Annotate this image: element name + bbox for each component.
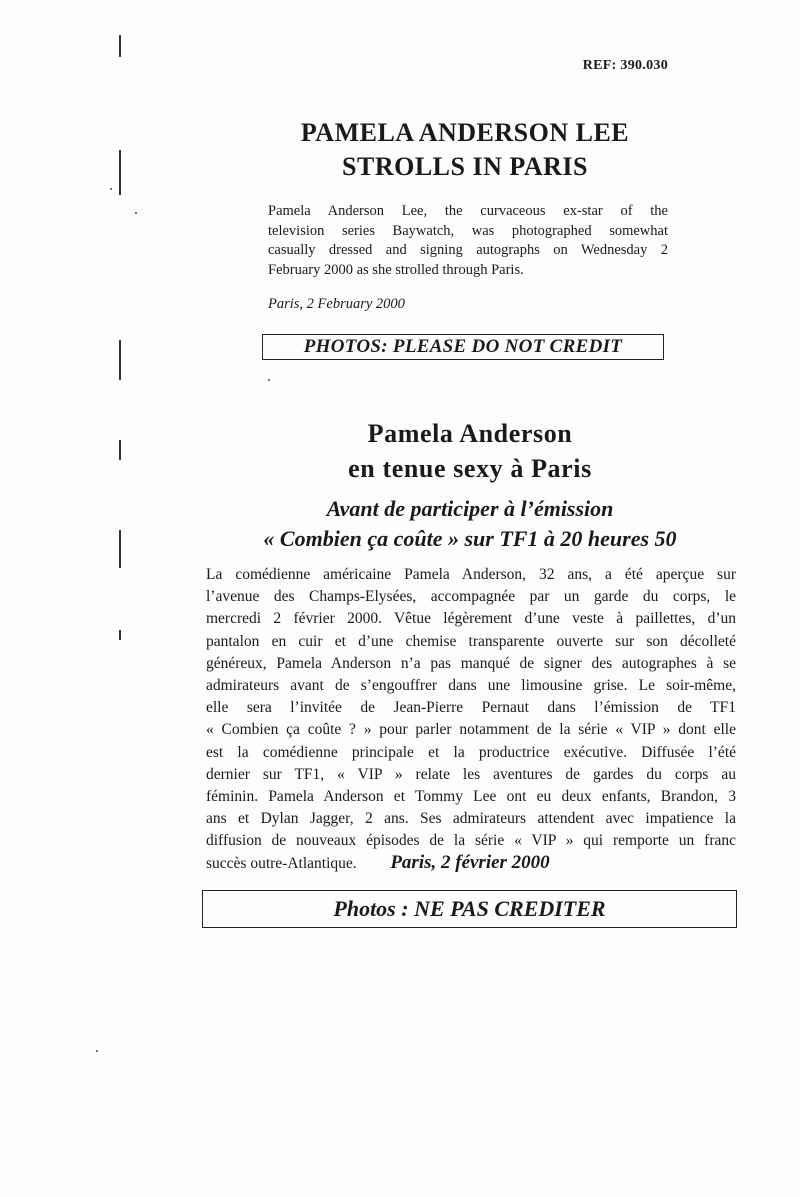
scan-mark bbox=[119, 530, 121, 568]
reference-number: REF: 390.030 bbox=[582, 58, 668, 73]
french-body-line: La comédienne américaine Pamela Anderson, 32 ans, a été aperçue sur bbox=[206, 566, 736, 583]
french-headline-line: Pamela Anderson bbox=[367, 419, 573, 448]
french-body-line: féminin. Pamela Anderson et Tommy Lee ont eu deux enfants, Brandon, 3 bbox=[206, 788, 736, 806]
french-body-line: mercredi 2 février 2000. Vêtue légèrement d’une veste à paillettes, d’un bbox=[206, 610, 736, 628]
scan-mark bbox=[119, 340, 121, 380]
french-subheadline-line: « Combien ça coûte » sur TF1 à 20 heures 50 bbox=[263, 526, 677, 551]
french-headline bbox=[260, 416, 680, 486]
english-body-line: casually dressed and signing autographs on Wednesday 2 bbox=[268, 242, 668, 258]
french-dateline: Paris, 2 février 2000 bbox=[390, 852, 550, 873]
scan-mark bbox=[119, 440, 121, 460]
english-headline-line: PAMELA ANDERSON LEE bbox=[300, 118, 630, 147]
french-credit-notice: Photos : NE PAS CREDITER bbox=[202, 890, 737, 928]
english-headline-line: STROLLS IN PARIS bbox=[342, 152, 588, 181]
french-headline-line: en tenue sexy à Paris bbox=[348, 454, 592, 483]
french-body-line: succès outre-Atlantique. bbox=[206, 854, 357, 872]
english-body-line: February 2000 as she strolled through Paris. bbox=[268, 261, 524, 278]
french-body-line: elle sera l’invitée de Jean-Pierre Pernaut dans l’émission de TF1 bbox=[206, 699, 736, 717]
french-body-line: dernier sur TF1, « VIP » relate les aventures de gardes du corps au bbox=[206, 765, 736, 783]
scan-mark bbox=[119, 150, 121, 195]
scan-mark bbox=[119, 35, 121, 57]
french-body-line: ans et Dylan Jagger, 2 ans. Ses admirateurs attendent avec impatience la bbox=[206, 810, 736, 828]
french-body-line: généreux, Pamela Anderson n’a pas manqué de signer des autographes à se bbox=[206, 654, 736, 672]
english-dateline: Paris, 2 February 2000 bbox=[268, 296, 405, 312]
english-credit-notice: PHOTOS: PLEASE DO NOT CREDIT bbox=[262, 334, 664, 360]
french-body-line: est la comédienne principale et la productrice exécutive. Diffusée l’été bbox=[206, 743, 736, 761]
french-body-line: « Combien ça coûte ? » pour parler notamment de la série « VIP » dont elle bbox=[206, 721, 736, 739]
english-body-line: television series Baywatch, was photographed somewhat bbox=[268, 222, 668, 239]
french-body-line: pantalon en cuir et d’une chemise transparente ouverte sur son décolleté bbox=[206, 632, 736, 650]
english-headline bbox=[200, 116, 730, 184]
french-body-line: admirateurs avant de s’engouffrer dans une limousine grise. Le soir-même, bbox=[206, 677, 736, 695]
scan-dot bbox=[110, 188, 112, 190]
french-body bbox=[206, 564, 736, 875]
english-body bbox=[268, 202, 668, 280]
french-body-line: l’avenue des Champs-Elysées, accompagnée par un garde du corps, le bbox=[206, 588, 736, 606]
scan-dot bbox=[268, 379, 270, 381]
scan-dot bbox=[135, 212, 137, 214]
scan-dot bbox=[96, 1050, 98, 1052]
french-subheadline-line: Avant de participer à l’émission bbox=[326, 496, 614, 521]
english-body-line: Pamela Anderson Lee, the curvaceous ex-star of the bbox=[268, 203, 668, 219]
french-subheadline bbox=[200, 494, 740, 554]
scan-mark bbox=[119, 630, 121, 640]
french-body-line: diffusion de nouveaux épisodes de la série « VIP » qui remporte un franc bbox=[206, 832, 736, 850]
